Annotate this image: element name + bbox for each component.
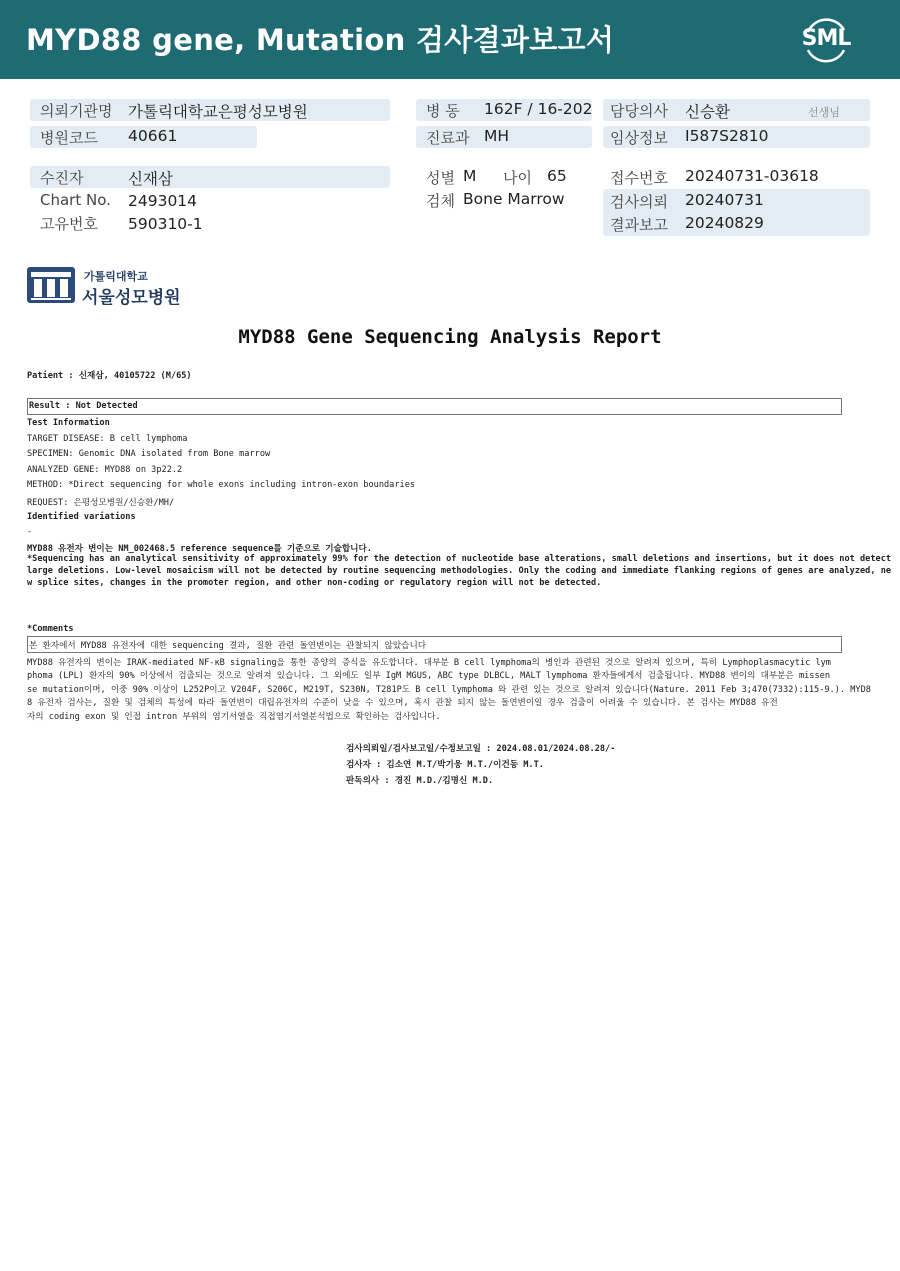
sensitivity-line-3: w splice sites, changes in the promoter region, and other non-coding or regulatory region will not be detected. bbox=[27, 578, 602, 588]
identified-header: Identified variations bbox=[27, 512, 136, 522]
patient-label: 수진자 bbox=[40, 169, 84, 187]
comment-line-5: 자의 coding exon 및 인접 intron 부위의 염기서열을 직접염기서열분석법으로 확인하는 검사입니다. bbox=[27, 712, 441, 722]
sml-logo bbox=[798, 14, 854, 66]
comment-box-text: 본 환자에서 MYD88 유전자에 대한 sequencing 결과, 질환 관련 돌연변이는 관찰되지 않았습니다 bbox=[29, 641, 427, 651]
hospital-code-label: 병원코드 bbox=[40, 129, 98, 147]
hospital-name: 서울성모병원 bbox=[82, 288, 181, 308]
physician-line: 판독의사 : 경진 M.D./김명신 M.D. bbox=[346, 776, 494, 786]
sex-value: M bbox=[463, 167, 477, 185]
reference-note: MYD88 유전자 변이는 NM_002468.5 reference sequence를 기준으로 기술합니다. bbox=[27, 544, 372, 554]
identified-value: - bbox=[27, 527, 33, 537]
institution-label: 의뢰기관명 bbox=[40, 102, 113, 120]
comment-line-2: phoma (LPL) 환자의 90% 이상에서 검출되는 것으로 알려져 있습니다. 그 외에도 일부 IgM MGUS, ABC type DLBCL, MALT lymphoma 환자들에게서 검출됩니다. MYD88 변이의 대부분은 missen bbox=[27, 671, 831, 681]
patient-value: 신재삼 bbox=[128, 170, 173, 188]
report-title: MYD88 Gene Sequencing Analysis Report bbox=[238, 326, 662, 348]
request-line: REQUEST: 은평성모병원/신승환/MH/ bbox=[27, 498, 175, 508]
unique-no-label: 고유번호 bbox=[40, 215, 98, 233]
department-value: MH bbox=[484, 127, 510, 145]
analyzed-gene: ANALYZED GENE: MYD88 on 3p22.2 bbox=[27, 465, 183, 475]
specimen-line: SPECIMEN: Genomic DNA isolated from Bone marrow bbox=[27, 449, 271, 459]
page-title: MYD88 gene, Mutation 검사결과보고서 bbox=[26, 23, 615, 57]
comments-header: *Comments bbox=[27, 624, 74, 634]
specimen-label: 검체 bbox=[426, 192, 455, 210]
doctor-label: 담당의사 bbox=[610, 102, 668, 120]
ward-label: 병 동 bbox=[426, 102, 460, 120]
patient-line: Patient : 신재삼, 40105722 (M/65) bbox=[27, 371, 192, 381]
chart-value: 2493014 bbox=[128, 192, 198, 210]
examiner-line: 검사자 : 김소연 M.T/박기웅 M.T./이건동 M.T. bbox=[346, 760, 544, 770]
sensitivity-line-2: large deletions. Low-level mosaicism will not be detected by routine sequencing methodologies. Only the coding and immediate flanking regions of genes are analyzed, ne bbox=[27, 566, 892, 576]
method-line: METHOD: *Direct sequencing for whole exons including intron-exon boundaries bbox=[27, 480, 416, 490]
doctor-suffix: 선생님 bbox=[808, 106, 840, 119]
report-date-label: 결과보고 bbox=[610, 216, 668, 234]
test-info-header: Test Information bbox=[27, 418, 110, 428]
header-bar bbox=[0, 0, 900, 79]
sensitivity-line-1: *Sequencing has an analytical sensitivity of approximately 99% for the detection of nucleotide base alterations, small deletions and insertions, but it does not detect bbox=[27, 554, 892, 564]
hospital-emblem-icon bbox=[26, 266, 76, 304]
clinical-info-label: 임상정보 bbox=[610, 129, 668, 147]
specimen-value: Bone Marrow bbox=[463, 190, 565, 208]
institution-value: 가톨릭대학교은평성모병원 bbox=[128, 103, 308, 121]
dates-line: 검사의뢰일/검사보고일/수정보고일 : 2024.08.01/2024.08.28/- bbox=[346, 744, 616, 754]
doctor-value: 신승환 bbox=[685, 103, 730, 121]
receipt-value: 20240731-03618 bbox=[685, 167, 819, 185]
comment-line-1: MYD88 유전자의 변이는 IRAK-mediated NF-κB signaling을 통한 종양의 증식을 유도합니다. 대부분 B cell lymphoma의 병인과 관련된 것으로 알려져 있으며, 특히 Lymphoplasmacytic lym bbox=[27, 658, 831, 668]
request-date-label: 검사의뢰 bbox=[610, 193, 668, 211]
chart-label: Chart No. bbox=[40, 191, 111, 209]
request-date-value: 20240731 bbox=[685, 191, 764, 209]
hospital-code-value: 40661 bbox=[128, 127, 178, 145]
unique-no-value: 590310-1 bbox=[128, 215, 203, 233]
ward-value: 162F / 16-202 bbox=[484, 100, 593, 118]
target-disease: TARGET DISEASE: B cell lymphoma bbox=[27, 434, 188, 444]
result-line: Result : Not Detected bbox=[29, 401, 138, 411]
comment-line-4: 8 유전자 검사는, 질환 및 검체의 특성에 따라 돌연변이 대립유전자의 수준이 낮을 수 있으며, 혹시 관찰 되지 않는 돌연변이일 경우 검출이 어려울 수 있습니다. 본 검사는 MYD88 유전 bbox=[27, 698, 778, 708]
age-label: 나이 bbox=[503, 169, 532, 187]
clinical-info-value: I587S2810 bbox=[685, 127, 769, 145]
receipt-label: 접수번호 bbox=[610, 169, 668, 187]
report-date-value: 20240829 bbox=[685, 214, 764, 232]
patient-field bbox=[30, 166, 390, 188]
sex-label: 성별 bbox=[426, 169, 455, 187]
result-box bbox=[27, 398, 842, 415]
department-label: 진료과 bbox=[426, 129, 470, 147]
comment-line-3: se mutation이며, 이중 90% 이상이 L252P이고 V204F, S206C, M219T, S230N, T281P도 B cell lymphoma 와 관련 있는 것으로 알려져 있습니다(Nature. 2011 Feb 3;470(7332):115-9.). MYD8 bbox=[27, 685, 871, 695]
sml-logo-text: SML bbox=[801, 26, 851, 51]
hospital-small-name: 가톨릭대학교 bbox=[84, 270, 148, 283]
age-value: 65 bbox=[547, 167, 567, 185]
